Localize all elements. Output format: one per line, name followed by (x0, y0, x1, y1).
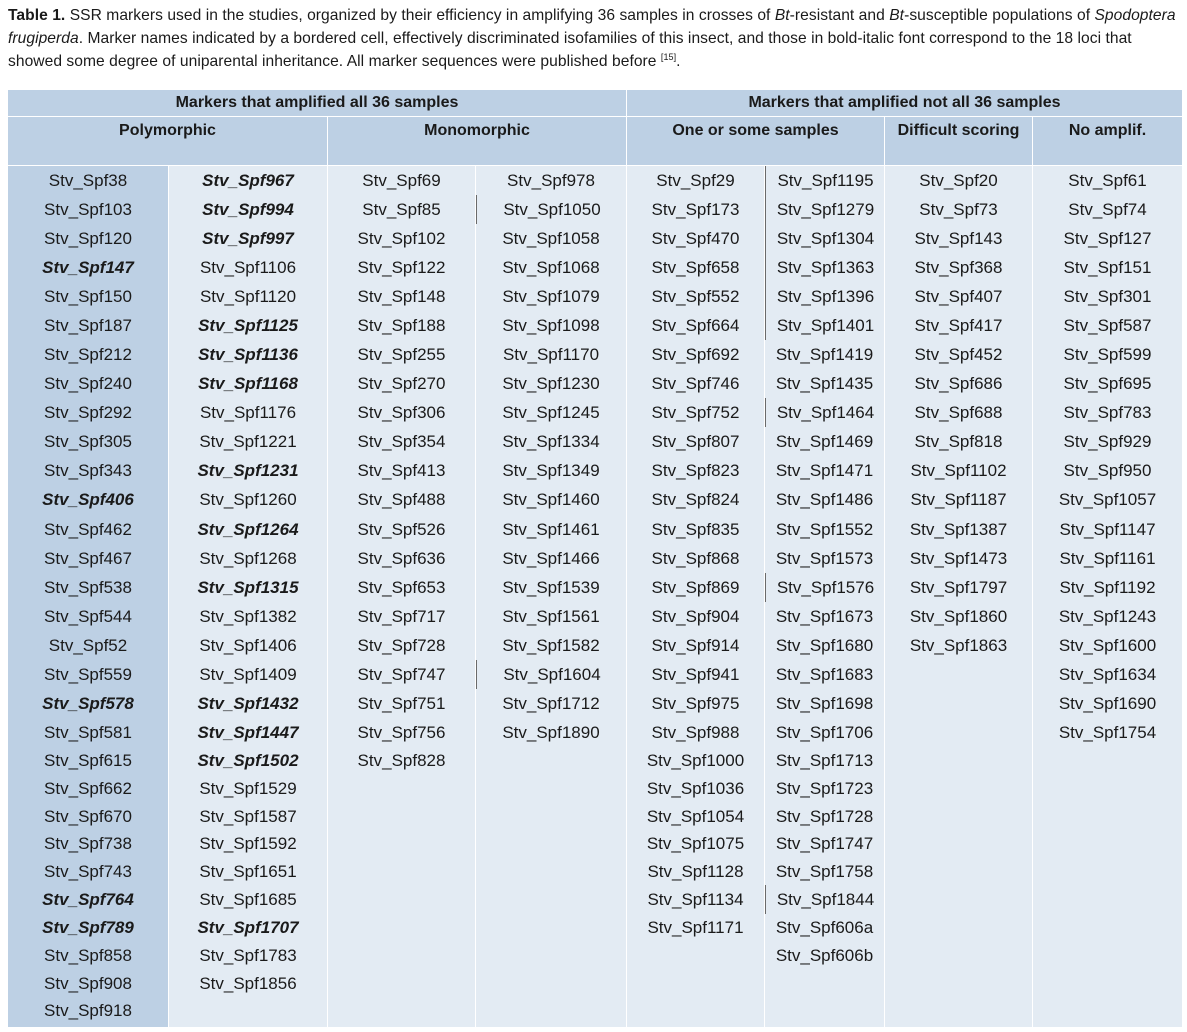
marker-cell: Stv_Spf918 (44, 1001, 132, 1020)
marker-cell: Stv_Spf599 (1063, 345, 1152, 364)
marker-cell: Stv_Spf1863 (909, 636, 1008, 655)
marker-cell: Stv_Spf1406 (199, 636, 297, 655)
marker-cell: Stv_Spf1707 (197, 918, 299, 937)
marker-cell: Stv_Spf1187 (910, 490, 1007, 509)
marker-cell: Stv_Spf1409 (199, 665, 297, 684)
marker-cell: Stv_Spf1245 (502, 403, 600, 422)
caption-italic-bt: Bt (774, 7, 790, 24)
marker-cell: Stv_Spf301 (1063, 287, 1152, 306)
marker-cell: Stv_Spf1168 (198, 374, 298, 393)
table-caption (8, 4, 1180, 73)
marker-cell: Stv_Spf1192 (1059, 578, 1156, 597)
header-difficult-scoring: Difficult scoring (897, 122, 1020, 139)
marker-cell: Stv_Spf578 (42, 694, 134, 713)
marker-cell: Stv_Spf1461 (502, 520, 600, 539)
marker-cell: Stv_Spf1125 (198, 316, 298, 335)
marker-cell: Stv_Spf20 (919, 171, 998, 190)
marker-cell: Stv_Spf1279 (765, 195, 885, 224)
marker-cell: Stv_Spf1860 (909, 607, 1008, 626)
marker-cell: Stv_Spf122 (357, 258, 446, 277)
marker-cell: Stv_Spf103 (44, 200, 132, 219)
marker-cell: Stv_Spf406 (42, 490, 134, 509)
marker-cell: Stv_Spf1098 (502, 316, 600, 335)
marker-cell: Stv_Spf187 (44, 316, 132, 335)
marker-cell: Stv_Spf1576 (765, 573, 885, 602)
marker-cell: Stv_Spf1473 (909, 549, 1008, 568)
marker-cell: Stv_Spf1552 (775, 520, 874, 539)
marker-cell: Stv_Spf1349 (502, 461, 600, 480)
marker-cell: Stv_Spf1054 (646, 807, 745, 826)
marker-cell: Stv_Spf743 (44, 862, 132, 881)
marker-cell: Stv_Spf1050 (476, 195, 627, 224)
marker-cell: Stv_Spf1690 (1058, 694, 1157, 713)
marker-cell: Stv_Spf1195 (765, 166, 885, 195)
marker-cell: Stv_Spf692 (651, 345, 740, 364)
marker-cell: Stv_Spf662 (44, 779, 132, 798)
marker-cell: Stv_Spf462 (44, 520, 132, 539)
marker-cell: Stv_Spf61 (1068, 171, 1147, 190)
marker-cell: Stv_Spf764 (42, 890, 134, 909)
marker-cell: Stv_Spf1754 (1058, 723, 1157, 742)
marker-cell: Stv_Spf102 (357, 229, 446, 248)
marker-cell: Stv_Spf1176 (199, 403, 297, 422)
marker-cell: Stv_Spf143 (914, 229, 1003, 248)
marker-cell: Stv_Spf1502 (197, 751, 299, 770)
marker-cell: Stv_Spf664 (651, 316, 740, 335)
marker-cell: Stv_Spf85 (362, 200, 441, 219)
marker-cell: Stv_Spf1783 (199, 946, 297, 965)
marker-cell: Stv_Spf670 (44, 807, 132, 826)
caption-text: -resistant and (789, 7, 890, 24)
marker-cell: Stv_Spf1000 (646, 751, 745, 770)
marker-cell: Stv_Spf1486 (775, 490, 874, 509)
marker-cell: Stv_Spf1592 (199, 834, 297, 853)
marker-cell: Stv_Spf835 (651, 520, 740, 539)
header-one-or-some: One or some samples (672, 122, 839, 139)
marker-cell: Stv_Spf1334 (502, 432, 600, 451)
marker-cell: Stv_Spf997 (202, 229, 294, 248)
marker-cell: Stv_Spf988 (651, 723, 740, 742)
marker-cell: Stv_Spf526 (357, 520, 446, 539)
marker-cell: Stv_Spf1120 (199, 287, 297, 306)
marker-cell: Stv_Spf581 (44, 723, 132, 742)
marker-cell: Stv_Spf1147 (1059, 520, 1156, 539)
marker-cell: Stv_Spf783 (1063, 403, 1152, 422)
marker-cell: Stv_Spf467 (44, 549, 132, 568)
marker-cell: Stv_Spf1171 (647, 918, 744, 937)
marker-cell: Stv_Spf728 (357, 636, 446, 655)
marker-cell: Stv_Spf212 (44, 345, 132, 364)
marker-cell: Stv_Spf1419 (775, 345, 874, 364)
marker-cell: Stv_Spf559 (44, 665, 132, 684)
caption-text: . (676, 53, 681, 70)
marker-cell: Stv_Spf1315 (197, 578, 299, 597)
marker-cell: Stv_Spf1587 (199, 807, 297, 826)
marker-cell: Stv_Spf950 (1063, 461, 1152, 480)
marker-cell: Stv_Spf1058 (502, 229, 600, 248)
marker-cell: Stv_Spf1036 (646, 779, 745, 798)
caption-text: . Marker names indicated by a bordered cell, effectively discriminated isofamilies of this insect, and those in bold-italic font correspond to the 18 loci that showed some degree of uniparental inheritance. All marker sequences were published before (8, 30, 1132, 70)
marker-cell: Stv_Spf148 (357, 287, 446, 306)
marker-cell: Stv_Spf978 (507, 171, 595, 190)
marker-cell: Stv_Spf417 (914, 316, 1003, 335)
marker-cell: Stv_Spf1464 (765, 398, 885, 427)
marker-cell: Stv_Spf407 (914, 287, 1003, 306)
marker-cell: Stv_Spf828 (357, 751, 446, 770)
marker-cell: Stv_Spf1068 (502, 258, 600, 277)
marker-cell: Stv_Spf255 (357, 345, 446, 364)
marker-cell: Stv_Spf1134 (647, 890, 744, 909)
marker-cell: Stv_Spf1221 (199, 432, 297, 451)
marker-cell: Stv_Spf488 (357, 490, 446, 509)
header-polymorphic: Polymorphic (119, 122, 216, 139)
marker-cell: Stv_Spf1136 (198, 345, 298, 364)
marker-cell: Stv_Spf756 (357, 723, 446, 742)
marker-cell: Stv_Spf1435 (775, 374, 874, 393)
marker-cell: Stv_Spf343 (44, 461, 132, 480)
marker-cell: Stv_Spf1890 (502, 723, 600, 742)
marker-cell: Stv_Spf1673 (775, 607, 874, 626)
marker-cell: Stv_Spf413 (357, 461, 446, 480)
marker-cell: Stv_Spf688 (914, 403, 1003, 422)
marker-cell: Stv_Spf636 (357, 549, 446, 568)
header-amplified-not-all: Markers that amplified not all 36 samples (748, 94, 1061, 111)
marker-cell: Stv_Spf1604 (476, 660, 627, 689)
marker-cell: Stv_Spf538 (44, 578, 132, 597)
caption-text: SSR markers used in the studies, organized by their efficiency in amplifying 36 samples in crosses of (65, 7, 775, 24)
marker-cell: Stv_Spf1432 (197, 694, 299, 713)
marker-cell: Stv_Spf738 (44, 834, 132, 853)
header-no-amplif: No amplif. (1068, 122, 1147, 139)
marker-cell: Stv_Spf452 (914, 345, 1003, 364)
marker-table (8, 90, 1182, 1027)
marker-cell: Stv_Spf587 (1063, 316, 1152, 335)
marker-cell: Stv_Spf1170 (502, 345, 600, 364)
header-rule (8, 116, 1182, 117)
marker-cell: Stv_Spf1683 (775, 665, 874, 684)
table-label: Table 1. (8, 7, 66, 24)
marker-cell: Stv_Spf544 (44, 607, 132, 626)
marker-cell: Stv_Spf1712 (502, 694, 600, 713)
marker-cell: Stv_Spf1268 (199, 549, 297, 568)
marker-cell: Stv_Spf1401 (765, 311, 885, 340)
marker-cell: Stv_Spf1387 (909, 520, 1008, 539)
marker-cell: Stv_Spf1680 (775, 636, 874, 655)
marker-cell: Stv_Spf1304 (765, 224, 885, 253)
marker-cell: Stv_Spf354 (357, 432, 446, 451)
marker-cell: Stv_Spf1447 (197, 723, 299, 742)
marker-cell: Stv_Spf1797 (909, 578, 1008, 597)
marker-cell: Stv_Spf615 (44, 751, 132, 770)
marker-cell: Stv_Spf1706 (775, 723, 874, 742)
marker-cell: Stv_Spf305 (44, 432, 132, 451)
marker-cell: Stv_Spf29 (656, 171, 735, 190)
marker-cell: Stv_Spf1685 (199, 890, 297, 909)
marker-cell: Stv_Spf240 (44, 374, 132, 393)
marker-cell: Stv_Spf1747 (775, 834, 874, 853)
marker-cell: Stv_Spf38 (48, 171, 128, 190)
marker-cell: Stv_Spf858 (44, 946, 132, 965)
marker-cell: Stv_Spf823 (651, 461, 740, 480)
marker-cell: Stv_Spf914 (651, 636, 740, 655)
marker-cell: Stv_Spf1634 (1058, 665, 1157, 684)
marker-cell: Stv_Spf1466 (502, 549, 600, 568)
marker-cell: Stv_Spf1713 (775, 751, 874, 770)
marker-cell: Stv_Spf306 (357, 403, 446, 422)
marker-cell: Stv_Spf173 (651, 200, 740, 219)
marker-cell: Stv_Spf747 (357, 665, 446, 684)
marker-cell: Stv_Spf1363 (765, 253, 885, 282)
marker-cell: Stv_Spf824 (651, 490, 740, 509)
marker-cell: Stv_Spf73 (919, 200, 998, 219)
marker-cell: Stv_Spf904 (651, 607, 740, 626)
marker-cell: Stv_Spf1128 (647, 862, 744, 881)
marker-cell: Stv_Spf69 (362, 171, 441, 190)
marker-cell: Stv_Spf368 (914, 258, 1003, 277)
marker-cell: Stv_Spf967 (202, 171, 294, 190)
marker-cell: Stv_Spf746 (651, 374, 740, 393)
marker-cell: Stv_Spf1079 (502, 287, 600, 306)
marker-cell: Stv_Spf1396 (765, 282, 885, 311)
marker-cell: Stv_Spf1856 (199, 974, 297, 993)
marker-cell: Stv_Spf1057 (1058, 490, 1157, 509)
marker-cell: Stv_Spf869 (651, 578, 740, 597)
marker-cell: Stv_Spf1573 (775, 549, 874, 568)
marker-cell: Stv_Spf1161 (1059, 549, 1156, 568)
caption-italic-species: Spodoptera frugiperda (8, 7, 1176, 47)
caption-reference: [15] (660, 52, 677, 62)
caption-italic-bt: Bt (889, 7, 905, 24)
marker-cell: Stv_Spf147 (42, 258, 134, 277)
marker-cell: Stv_Spf1529 (199, 779, 297, 798)
marker-cell: Stv_Spf1460 (502, 490, 600, 509)
marker-cell: Stv_Spf1539 (502, 578, 600, 597)
marker-cell: Stv_Spf818 (914, 432, 1003, 451)
marker-cell: Stv_Spf120 (44, 229, 132, 248)
marker-cell: Stv_Spf752 (651, 403, 740, 422)
marker-cell: Stv_Spf789 (42, 918, 134, 937)
marker-cell: Stv_Spf52 (48, 636, 128, 655)
marker-cell: Stv_Spf1844 (765, 885, 885, 914)
marker-cell: Stv_Spf292 (44, 403, 132, 422)
marker-cell: Stv_Spf1651 (199, 862, 297, 881)
marker-cell: Stv_Spf552 (651, 287, 740, 306)
marker-cell: Stv_Spf751 (357, 694, 446, 713)
marker-cell: Stv_Spf941 (651, 665, 740, 684)
marker-cell: Stv_Spf1231 (197, 461, 299, 480)
marker-cell: Stv_Spf606b (775, 946, 874, 965)
marker-cell: Stv_Spf470 (651, 229, 740, 248)
header-amplified-all: Markers that amplified all 36 samples (175, 94, 459, 111)
marker-cell: Stv_Spf150 (44, 287, 132, 306)
header-monomorphic: Monomorphic (424, 122, 530, 139)
marker-cell: Stv_Spf868 (651, 549, 740, 568)
marker-cell: Stv_Spf270 (357, 374, 446, 393)
marker-cell: Stv_Spf929 (1063, 432, 1152, 451)
marker-cell: Stv_Spf188 (357, 316, 446, 335)
marker-cell: Stv_Spf1260 (199, 490, 297, 509)
marker-cell: Stv_Spf686 (914, 374, 1003, 393)
marker-cell: Stv_Spf1728 (775, 807, 874, 826)
marker-cell: Stv_Spf1230 (502, 374, 600, 393)
marker-cell: Stv_Spf151 (1063, 258, 1152, 277)
marker-cell: Stv_Spf74 (1068, 200, 1147, 219)
marker-cell: Stv_Spf1243 (1058, 607, 1157, 626)
marker-cell: Stv_Spf975 (651, 694, 740, 713)
marker-cell: Stv_Spf658 (651, 258, 740, 277)
marker-cell: Stv_Spf807 (651, 432, 740, 451)
marker-cell: Stv_Spf1561 (502, 607, 600, 626)
marker-cell: Stv_Spf606a (775, 918, 874, 937)
marker-cell: Stv_Spf994 (202, 200, 294, 219)
marker-cell: Stv_Spf1723 (775, 779, 874, 798)
marker-cell: Stv_Spf1758 (775, 862, 874, 881)
marker-cell: Stv_Spf908 (44, 974, 132, 993)
marker-cell: Stv_Spf1471 (775, 461, 874, 480)
marker-cell: Stv_Spf1382 (199, 607, 297, 626)
marker-cell: Stv_Spf1102 (910, 461, 1007, 480)
marker-cell: Stv_Spf653 (357, 578, 446, 597)
marker-cell: Stv_Spf1469 (775, 432, 874, 451)
marker-cell: Stv_Spf695 (1063, 374, 1152, 393)
marker-cell: Stv_Spf127 (1063, 229, 1152, 248)
marker-cell: Stv_Spf1075 (646, 834, 745, 853)
marker-cell: Stv_Spf1582 (502, 636, 600, 655)
marker-cell: Stv_Spf1698 (775, 694, 874, 713)
marker-cell: Stv_Spf717 (357, 607, 446, 626)
marker-cell: Stv_Spf1106 (199, 258, 297, 277)
marker-cell: Stv_Spf1264 (197, 520, 299, 539)
marker-cell: Stv_Spf1600 (1058, 636, 1157, 655)
caption-text: -susceptible populations of (904, 7, 1095, 24)
